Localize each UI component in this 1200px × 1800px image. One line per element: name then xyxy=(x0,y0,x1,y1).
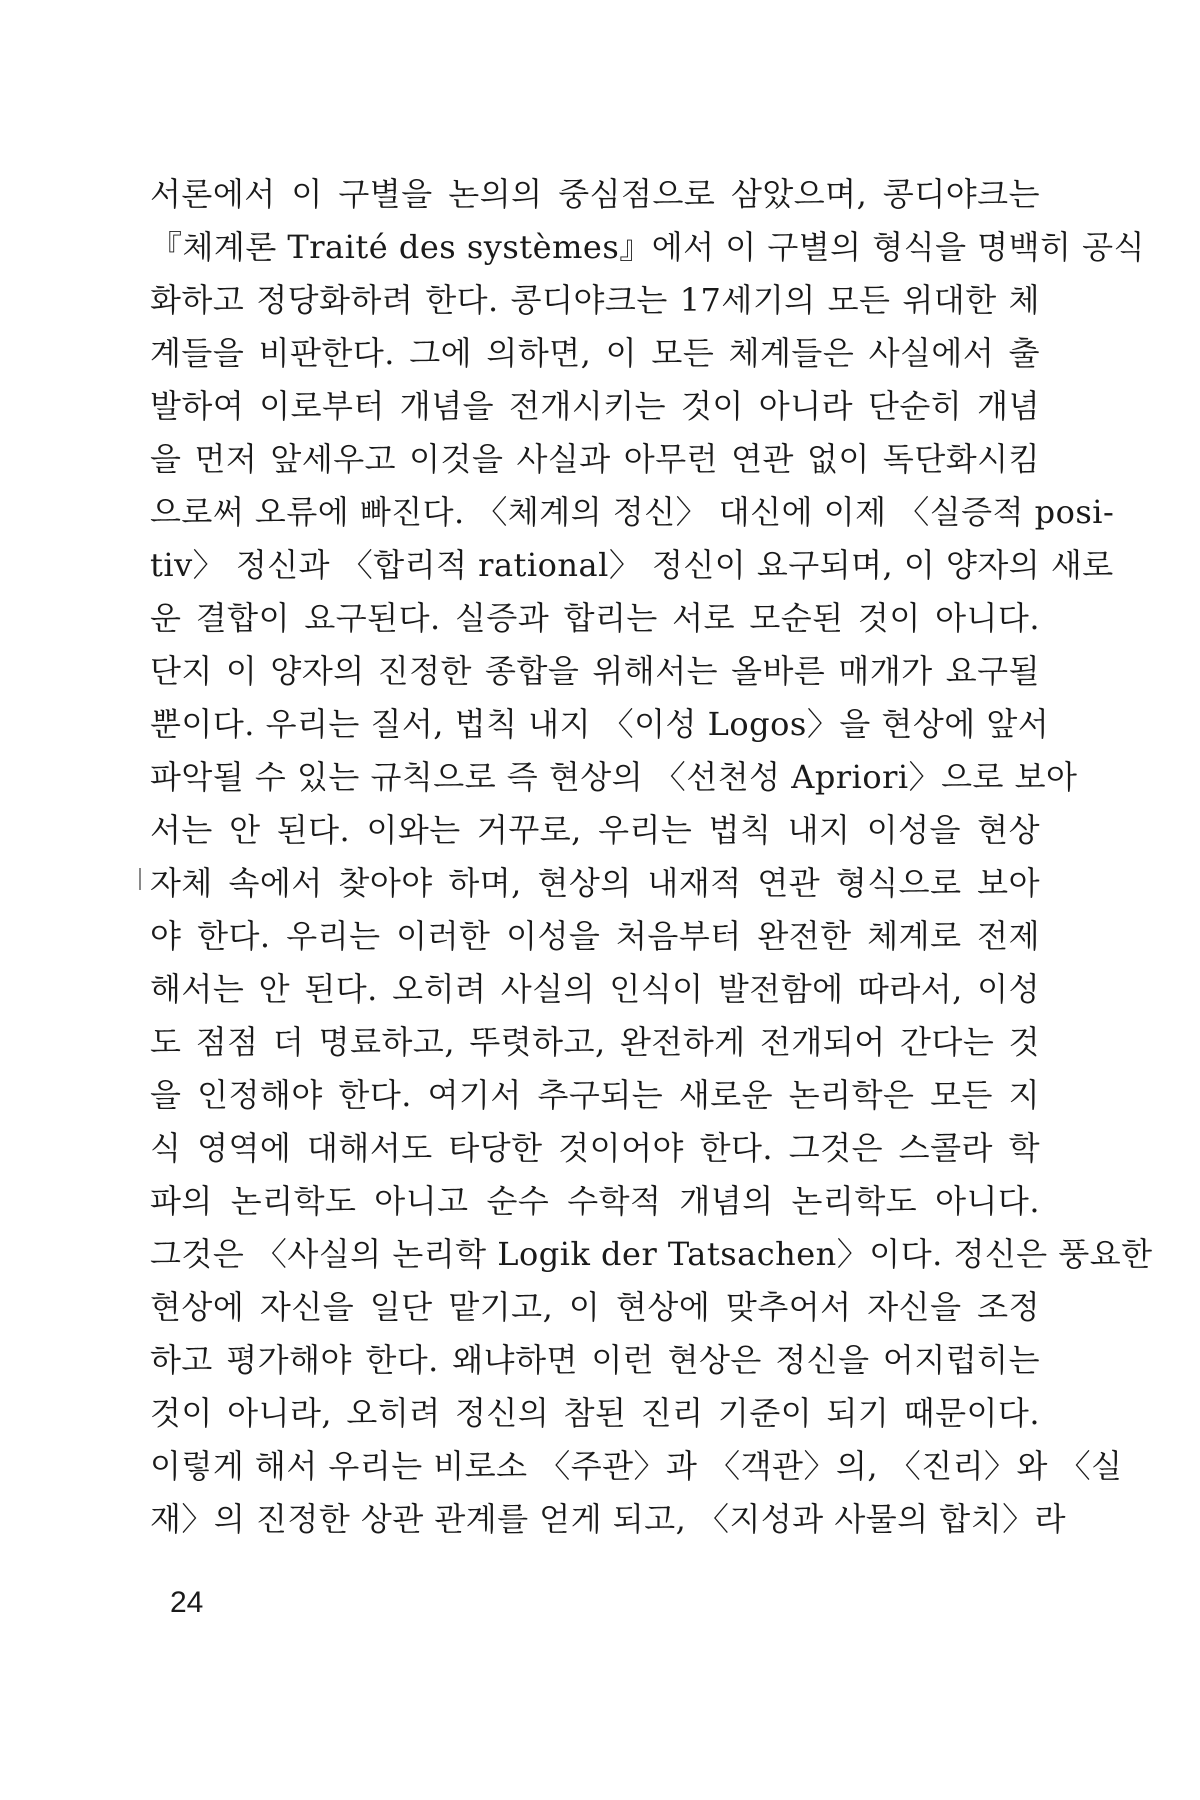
text-line: 서는 안 된다. 이와는 거꾸로, 우리는 법칙 내지 이성을 현상 xyxy=(150,811,1040,849)
text-line: 도 점점 더 명료하고, 뚜렷하고, 완전하게 전개되어 간다는 것 xyxy=(150,1023,1040,1061)
text-line: 자체 속에서 찾아야 하며, 현상의 내재적 연관 형식으로 보아 xyxy=(150,864,1040,902)
body-text xyxy=(150,168,1153,1546)
margin-mark xyxy=(139,868,141,890)
text-line: 운 결합이 요구된다. 실증과 합리는 서로 모순된 것이 아니다. xyxy=(150,599,1040,637)
text-line: 해서는 안 된다. 오히려 사실의 인식이 발전함에 따라서, 이성 xyxy=(150,970,1040,1008)
text-line: 으로써 오류에 빠진다. 〈체계의 정신〉 대신에 이제 〈실증적 posi- xyxy=(150,493,1115,531)
text-line: 뿐이다. 우리는 질서, 법칙 내지 〈이성 Logos〉을 현상에 앞서 xyxy=(150,705,1050,743)
text-line: 을 먼저 앞세우고 이것을 사실과 아무런 연관 없이 독단화시킴 xyxy=(150,440,1040,478)
text-line: 발하여 이로부터 개념을 전개시키는 것이 아니라 단순히 개념 xyxy=(150,387,1040,425)
text-line: 파의 논리학도 아니고 순수 수학적 개념의 논리학도 아니다. xyxy=(150,1182,1040,1220)
text-line: 것이 아니라, 오히려 정신의 참된 진리 기준이 되기 때문이다. xyxy=(150,1394,1040,1432)
text-line: 재〉의 진정한 상관 관계를 얻게 되고, 〈지성과 사물의 합치〉라 xyxy=(150,1500,1067,1538)
text-line: 화하고 정당화하려 한다. 콩디야크는 17세기의 모든 위대한 체 xyxy=(150,281,1040,319)
text-line: 을 인정해야 한다. 여기서 추구되는 새로운 논리학은 모든 지 xyxy=(150,1076,1040,1114)
text-line: 식 영역에 대해서도 타당한 것이어야 한다. 그것은 스콜라 학 xyxy=(150,1129,1040,1167)
text-line: 하고 평가해야 한다. 왜냐하면 이런 현상은 정신을 어지럽히는 xyxy=(150,1341,1040,1379)
text-line: 『체계론 Traité des systèmes』에서 이 구별의 형식을 명백히 공식 xyxy=(150,228,1145,266)
text-line: 이렇게 해서 우리는 비로소 〈주관〉과 〈객관〉의, 〈진리〉와 〈실 xyxy=(150,1447,1123,1485)
text-line: 단지 이 양자의 진정한 종합을 위해서는 올바른 매개가 요구될 xyxy=(150,652,1040,690)
text-line: 야 한다. 우리는 이러한 이성을 처음부터 완전한 체계로 전제 xyxy=(150,917,1040,955)
text-line: 파악될 수 있는 규칙으로 즉 현상의 〈선천성 Apriori〉으로 보아 xyxy=(150,758,1078,796)
page-number: 24 xyxy=(170,1586,204,1619)
text-line: 현상에 자신을 일단 맡기고, 이 현상에 맞추어서 자신을 조정 xyxy=(150,1288,1040,1326)
text-line: 계들을 비판한다. 그에 의하면, 이 모든 체계들은 사실에서 출 xyxy=(150,334,1040,372)
text-line: 서론에서 이 구별을 논의의 중심점으로 삼았으며, 콩디야크는 xyxy=(150,175,1040,213)
text-line: 그것은 〈사실의 논리학 Logik der Tatsachen〉이다. 정신은 풍요한 xyxy=(150,1235,1153,1273)
text-line: tiv〉 정신과 〈합리적 rational〉 정신이 요구되며, 이 양자의 새로 xyxy=(150,546,1114,584)
